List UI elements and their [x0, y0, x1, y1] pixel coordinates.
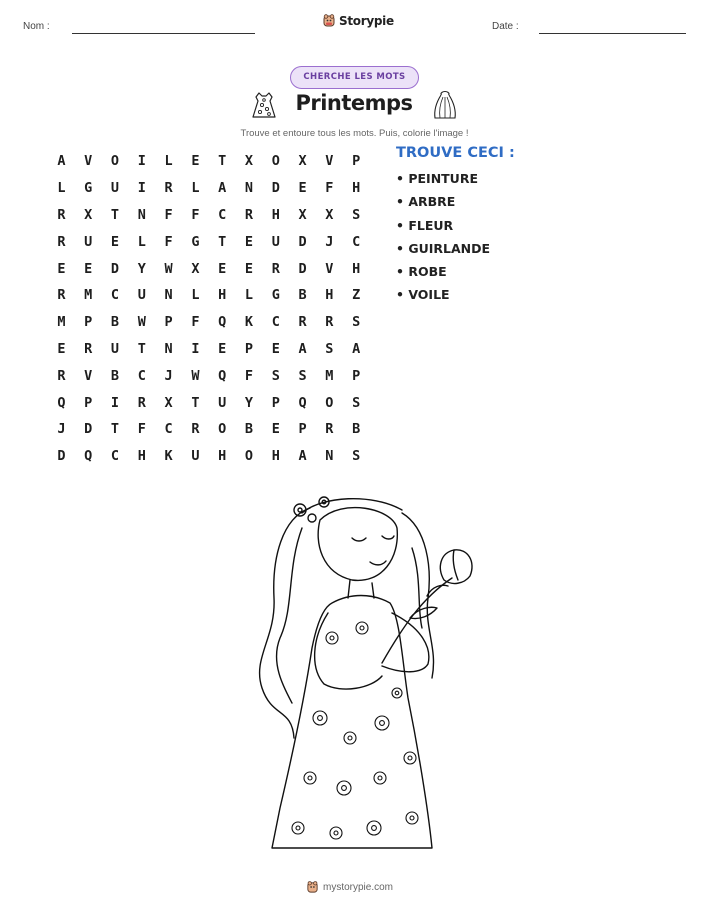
- grid-row: [48, 389, 370, 416]
- grid-cell[interactable]: H: [325, 287, 334, 304]
- grid-cell[interactable]: X: [191, 260, 200, 277]
- grid-cell[interactable]: M: [57, 314, 66, 331]
- grid-cell[interactable]: L: [191, 180, 200, 197]
- grid-cell[interactable]: O: [218, 421, 227, 438]
- grid-cell[interactable]: H: [271, 206, 280, 223]
- grid-cell[interactable]: O: [110, 153, 120, 170]
- grid-cell[interactable]: E: [244, 233, 254, 250]
- grid-cell[interactable]: Q: [298, 394, 307, 411]
- grid-cell[interactable]: E: [57, 340, 66, 357]
- date-line[interactable]: [539, 33, 686, 34]
- coloring-illustration[interactable]: [232, 488, 482, 854]
- grid-cell[interactable]: S: [298, 367, 307, 384]
- word-item: • VOILE: [396, 287, 450, 303]
- grid-cell[interactable]: J: [164, 367, 173, 384]
- grid-row: [48, 255, 370, 282]
- grid-cell[interactable]: Y: [137, 260, 146, 277]
- grid-cell[interactable]: U: [191, 448, 200, 465]
- grid-cell[interactable]: Q: [218, 314, 227, 331]
- grid-cell[interactable]: V: [325, 260, 334, 277]
- grid-cell[interactable]: B: [110, 367, 120, 384]
- grid-cell[interactable]: W: [164, 260, 173, 277]
- grid-cell[interactable]: R: [164, 180, 173, 197]
- page-title: Printemps: [295, 91, 413, 115]
- brand-logo: [322, 13, 394, 28]
- word-search-grid[interactable]: [48, 148, 370, 470]
- grid-cell[interactable]: R: [57, 287, 66, 304]
- grid-cell[interactable]: A: [352, 340, 361, 357]
- dress-icon: [250, 90, 278, 120]
- grid-cell[interactable]: L: [137, 233, 146, 250]
- grid-cell[interactable]: R: [137, 394, 146, 411]
- grid-cell[interactable]: Z: [352, 287, 361, 304]
- grid-cell[interactable]: E: [84, 260, 93, 277]
- word-item: • FLEUR: [396, 217, 454, 233]
- grid-cell[interactable]: P: [298, 421, 307, 438]
- grid-cell[interactable]: R: [84, 340, 93, 357]
- grid-cell[interactable]: B: [244, 421, 254, 438]
- grid-row: [48, 175, 370, 202]
- grid-cell[interactable]: M: [325, 367, 334, 384]
- grid-cell[interactable]: N: [164, 287, 173, 304]
- grid-cell[interactable]: F: [244, 367, 254, 384]
- grid-cell[interactable]: V: [84, 153, 93, 170]
- grid-cell[interactable]: S: [352, 394, 361, 411]
- grid-cell[interactable]: T: [191, 394, 200, 411]
- grid-cell[interactable]: V: [84, 367, 93, 384]
- grid-cell[interactable]: A: [298, 340, 307, 357]
- date-label: Date :: [492, 21, 519, 32]
- grid-cell[interactable]: R: [298, 314, 307, 331]
- grid-cell[interactable]: W: [191, 367, 200, 384]
- grid-cell[interactable]: A: [218, 180, 227, 197]
- grid-cell[interactable]: T: [110, 421, 120, 438]
- grid-cell[interactable]: T: [137, 340, 146, 357]
- name-label: Nom :: [23, 21, 50, 32]
- grid-cell[interactable]: P: [352, 153, 361, 170]
- grid-cell[interactable]: C: [110, 287, 120, 304]
- grid-cell[interactable]: E: [298, 180, 307, 197]
- grid-cell[interactable]: G: [191, 233, 200, 250]
- grid-cell[interactable]: U: [271, 233, 280, 250]
- grid-cell[interactable]: C: [137, 367, 146, 384]
- grid-cell[interactable]: H: [352, 260, 361, 277]
- grid-cell[interactable]: R: [325, 314, 334, 331]
- grid-cell[interactable]: L: [244, 287, 254, 304]
- grid-cell[interactable]: P: [84, 394, 93, 411]
- grid-cell[interactable]: E: [271, 340, 280, 357]
- grid-cell[interactable]: P: [164, 314, 173, 331]
- grid-cell[interactable]: E: [218, 340, 227, 357]
- grid-cell[interactable]: O: [244, 448, 254, 465]
- grid-cell[interactable]: S: [352, 448, 361, 465]
- word-item: • ROBE: [396, 264, 447, 280]
- grid-cell[interactable]: T: [218, 233, 227, 250]
- grid-cell[interactable]: E: [57, 260, 66, 277]
- grid-cell[interactable]: Q: [57, 394, 66, 411]
- grid-cell[interactable]: B: [110, 314, 120, 331]
- grid-cell[interactable]: L: [191, 287, 200, 304]
- grid-cell[interactable]: R: [57, 367, 66, 384]
- worksheet-type-badge: CHERCHE LES MOTS: [290, 66, 419, 89]
- grid-cell[interactable]: O: [271, 153, 280, 170]
- name-line[interactable]: [72, 33, 255, 34]
- grid-cell[interactable]: H: [352, 180, 361, 197]
- grid-cell[interactable]: F: [137, 421, 146, 438]
- grid-cell[interactable]: H: [218, 448, 227, 465]
- grid-row: [48, 309, 370, 336]
- grid-cell[interactable]: R: [271, 260, 280, 277]
- grid-cell[interactable]: F: [164, 233, 173, 250]
- word-list-title: TROUVE CECI :: [396, 145, 515, 161]
- grid-row: [48, 362, 370, 389]
- brand-name: Storypie: [339, 13, 394, 28]
- veil-icon: [430, 89, 460, 121]
- grid-cell[interactable]: R: [325, 421, 334, 438]
- grid-cell[interactable]: S: [352, 206, 361, 223]
- grid-cell[interactable]: L: [164, 153, 173, 170]
- grid-cell[interactable]: C: [352, 233, 361, 250]
- grid-cell[interactable]: X: [298, 206, 307, 223]
- grid-cell[interactable]: N: [325, 448, 334, 465]
- grid-cell[interactable]: D: [57, 448, 66, 465]
- grid-cell[interactable]: A: [57, 153, 66, 170]
- grid-cell[interactable]: H: [137, 448, 146, 465]
- grid-cell[interactable]: Q: [218, 367, 227, 384]
- grid-cell[interactable]: D: [84, 421, 93, 438]
- grid-cell[interactable]: S: [352, 314, 361, 331]
- grid-cell[interactable]: U: [218, 394, 227, 411]
- grid-cell[interactable]: V: [325, 153, 334, 170]
- grid-cell[interactable]: F: [325, 180, 334, 197]
- grid-cell[interactable]: M: [84, 287, 93, 304]
- grid-cell[interactable]: X: [84, 206, 93, 223]
- grid-cell[interactable]: S: [271, 367, 280, 384]
- grid-cell[interactable]: P: [244, 340, 254, 357]
- grid-row: [48, 148, 370, 175]
- grid-cell[interactable]: N: [164, 340, 173, 357]
- grid-cell[interactable]: S: [325, 340, 334, 357]
- grid-cell[interactable]: H: [271, 448, 280, 465]
- word-item: • ARBRE: [396, 194, 456, 210]
- grid-cell[interactable]: L: [57, 180, 66, 197]
- grid-cell[interactable]: C: [164, 421, 173, 438]
- grid-cell[interactable]: D: [271, 180, 280, 197]
- grid-cell[interactable]: C: [110, 448, 120, 465]
- grid-cell[interactable]: E: [218, 260, 227, 277]
- grid-cell[interactable]: N: [137, 206, 146, 223]
- grid-cell[interactable]: W: [137, 314, 146, 331]
- grid-row: [48, 416, 370, 443]
- grid-cell[interactable]: I: [191, 340, 200, 357]
- grid-cell[interactable]: J: [325, 233, 334, 250]
- grid-cell[interactable]: E: [191, 153, 200, 170]
- grid-cell[interactable]: P: [271, 394, 280, 411]
- grid-cell[interactable]: F: [191, 206, 200, 223]
- grid-cell[interactable]: P: [352, 367, 361, 384]
- grid-cell[interactable]: R: [191, 421, 200, 438]
- grid-cell[interactable]: K: [244, 314, 254, 331]
- grid-cell[interactable]: D: [298, 260, 307, 277]
- instructions-text: Trouve et entoure tous les mots. Puis, colorie l'image !: [240, 128, 469, 139]
- grid-cell[interactable]: T: [110, 206, 120, 223]
- grid-cell[interactable]: D: [110, 260, 120, 277]
- grid-cell[interactable]: K: [164, 448, 173, 465]
- grid-cell[interactable]: X: [164, 394, 173, 411]
- grid-cell[interactable]: B: [298, 287, 307, 304]
- grid-cell[interactable]: R: [57, 233, 66, 250]
- word-item: • PEINTURE: [396, 171, 478, 186]
- grid-cell[interactable]: X: [244, 153, 254, 170]
- grid-cell[interactable]: F: [164, 206, 173, 223]
- grid-row: [48, 336, 370, 363]
- grid-cell[interactable]: U: [137, 287, 146, 304]
- grid-cell[interactable]: O: [325, 394, 334, 411]
- storypie-logo-icon: [306, 880, 319, 894]
- grid-row: [48, 202, 370, 229]
- grid-cell[interactable]: N: [244, 180, 254, 197]
- grid-cell[interactable]: Y: [244, 394, 254, 411]
- grid-cell[interactable]: C: [271, 314, 280, 331]
- grid-cell[interactable]: A: [298, 448, 307, 465]
- grid-cell[interactable]: I: [110, 394, 120, 411]
- grid-cell[interactable]: D: [298, 233, 307, 250]
- grid-cell[interactable]: Q: [84, 448, 93, 465]
- grid-cell[interactable]: R: [244, 206, 254, 223]
- grid-cell[interactable]: R: [57, 206, 66, 223]
- footer: [306, 880, 393, 894]
- footer-url: mystorypie.com: [323, 881, 394, 893]
- grid-cell[interactable]: X: [298, 153, 307, 170]
- storypie-logo-icon: [322, 13, 336, 28]
- word-item: • GUIRLANDE: [396, 240, 491, 256]
- grid-cell[interactable]: F: [191, 314, 200, 331]
- grid-cell[interactable]: X: [325, 206, 334, 223]
- grid-cell[interactable]: C: [218, 206, 227, 223]
- grid-cell[interactable]: I: [137, 180, 146, 197]
- grid-cell[interactable]: P: [84, 314, 93, 331]
- grid-cell[interactable]: G: [271, 287, 280, 304]
- grid-cell[interactable]: E: [271, 421, 280, 438]
- grid-cell[interactable]: U: [110, 340, 120, 357]
- grid-cell[interactable]: E: [110, 233, 120, 250]
- grid-cell[interactable]: B: [352, 421, 361, 438]
- grid-cell[interactable]: E: [244, 260, 254, 277]
- word-list: [396, 171, 490, 311]
- grid-row: [48, 443, 370, 470]
- grid-row: [48, 282, 370, 309]
- grid-cell[interactable]: I: [137, 153, 146, 170]
- grid-cell[interactable]: U: [84, 233, 93, 250]
- grid-cell[interactable]: G: [84, 180, 93, 197]
- grid-cell[interactable]: J: [57, 421, 66, 438]
- grid-row: [48, 228, 370, 255]
- grid-cell[interactable]: H: [218, 287, 227, 304]
- grid-cell[interactable]: U: [110, 180, 120, 197]
- grid-cell[interactable]: T: [218, 153, 227, 170]
